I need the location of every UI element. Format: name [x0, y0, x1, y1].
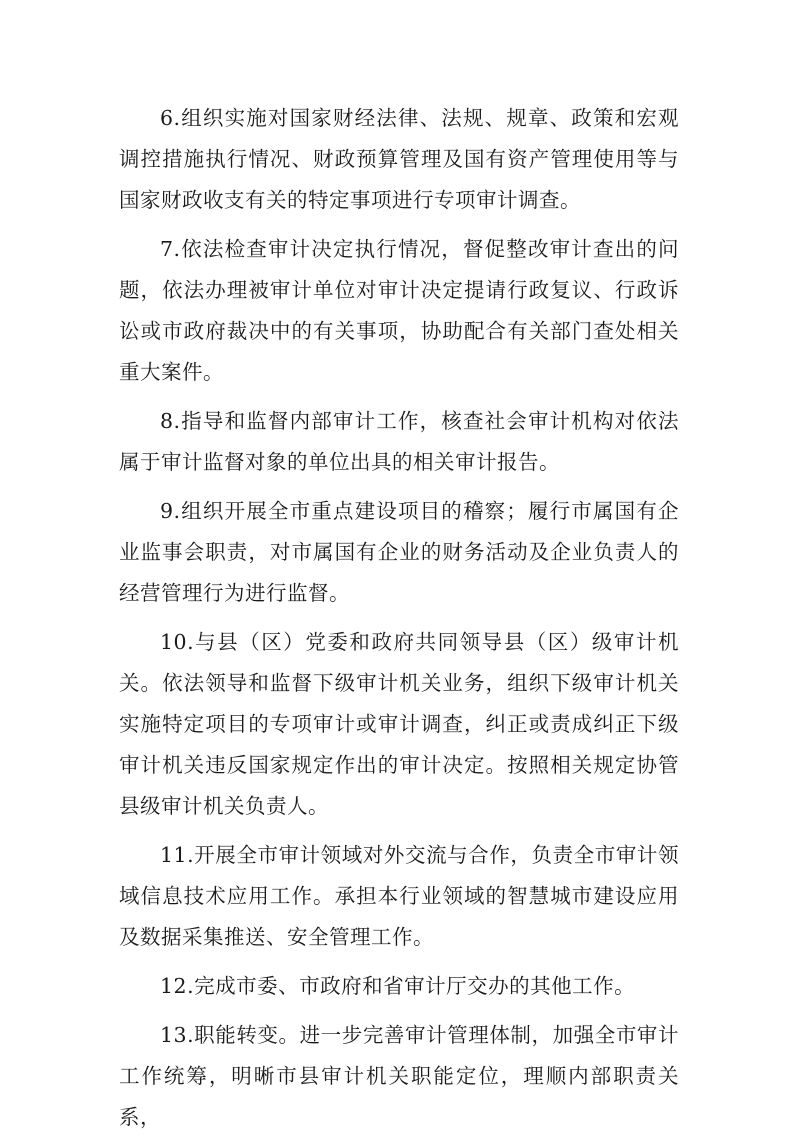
document-body	[119, 98, 679, 1146]
paragraph-item-9: 9.组织开展全市重点建设项目的稽察；履行市属国有企业监事会职责，对市属国有企业的财务活动及企业负责人的经营管理行为进行监督。	[119, 499, 679, 605]
paragraph-item-11: 11.开展全市审计领域对外交流与合作，负责全市审计领域信息技术应用工作。承担本行业领域的智慧城市建设应用及数据采集推送、安全管理工作。	[119, 843, 679, 949]
paragraph-item-12: 12.完成市委、市政府和省审计厅交办的其他工作。	[160, 974, 636, 998]
paragraph-item-6: 6.组织实施对国家财经法律、法规、规章、政策和宏观调控措施执行情况、财政预算管理及国有资产管理使用等与国家财政收支有关的特定事项进行专项审计调查。	[119, 106, 679, 212]
paragraph-item-10: 10.与县（区）党委和政府共同领导县（区）级审计机关。依法领导和监督下级审计机关业务，组织下级审计机关实施特定项目的专项审计或审计调查，纠正或责成纠正下级审计机关违反国家规定作出的审计决定。按照相关规定协管县级审计机关负责人。	[119, 630, 679, 818]
paragraph-item-8: 8.指导和监督内部审计工作，核查社会审计机构对依法属于审计监督对象的单位出具的相关审计报告。	[119, 409, 679, 474]
paragraph-item-13: 13.职能转变。进一步完善审计管理体制，加强全市审计工作统筹，明晰市县审计机关职能定位，理顺内部职责关系，	[119, 1023, 679, 1129]
paragraph-item-7: 7.依法检查审计决定执行情况，督促整改审计查出的问题，依法办理被审计单位对审计决定提请行政复议、行政诉讼或市政府裁决中的有关事项，协助配合有关部门查处相关重大案件。	[119, 237, 679, 384]
